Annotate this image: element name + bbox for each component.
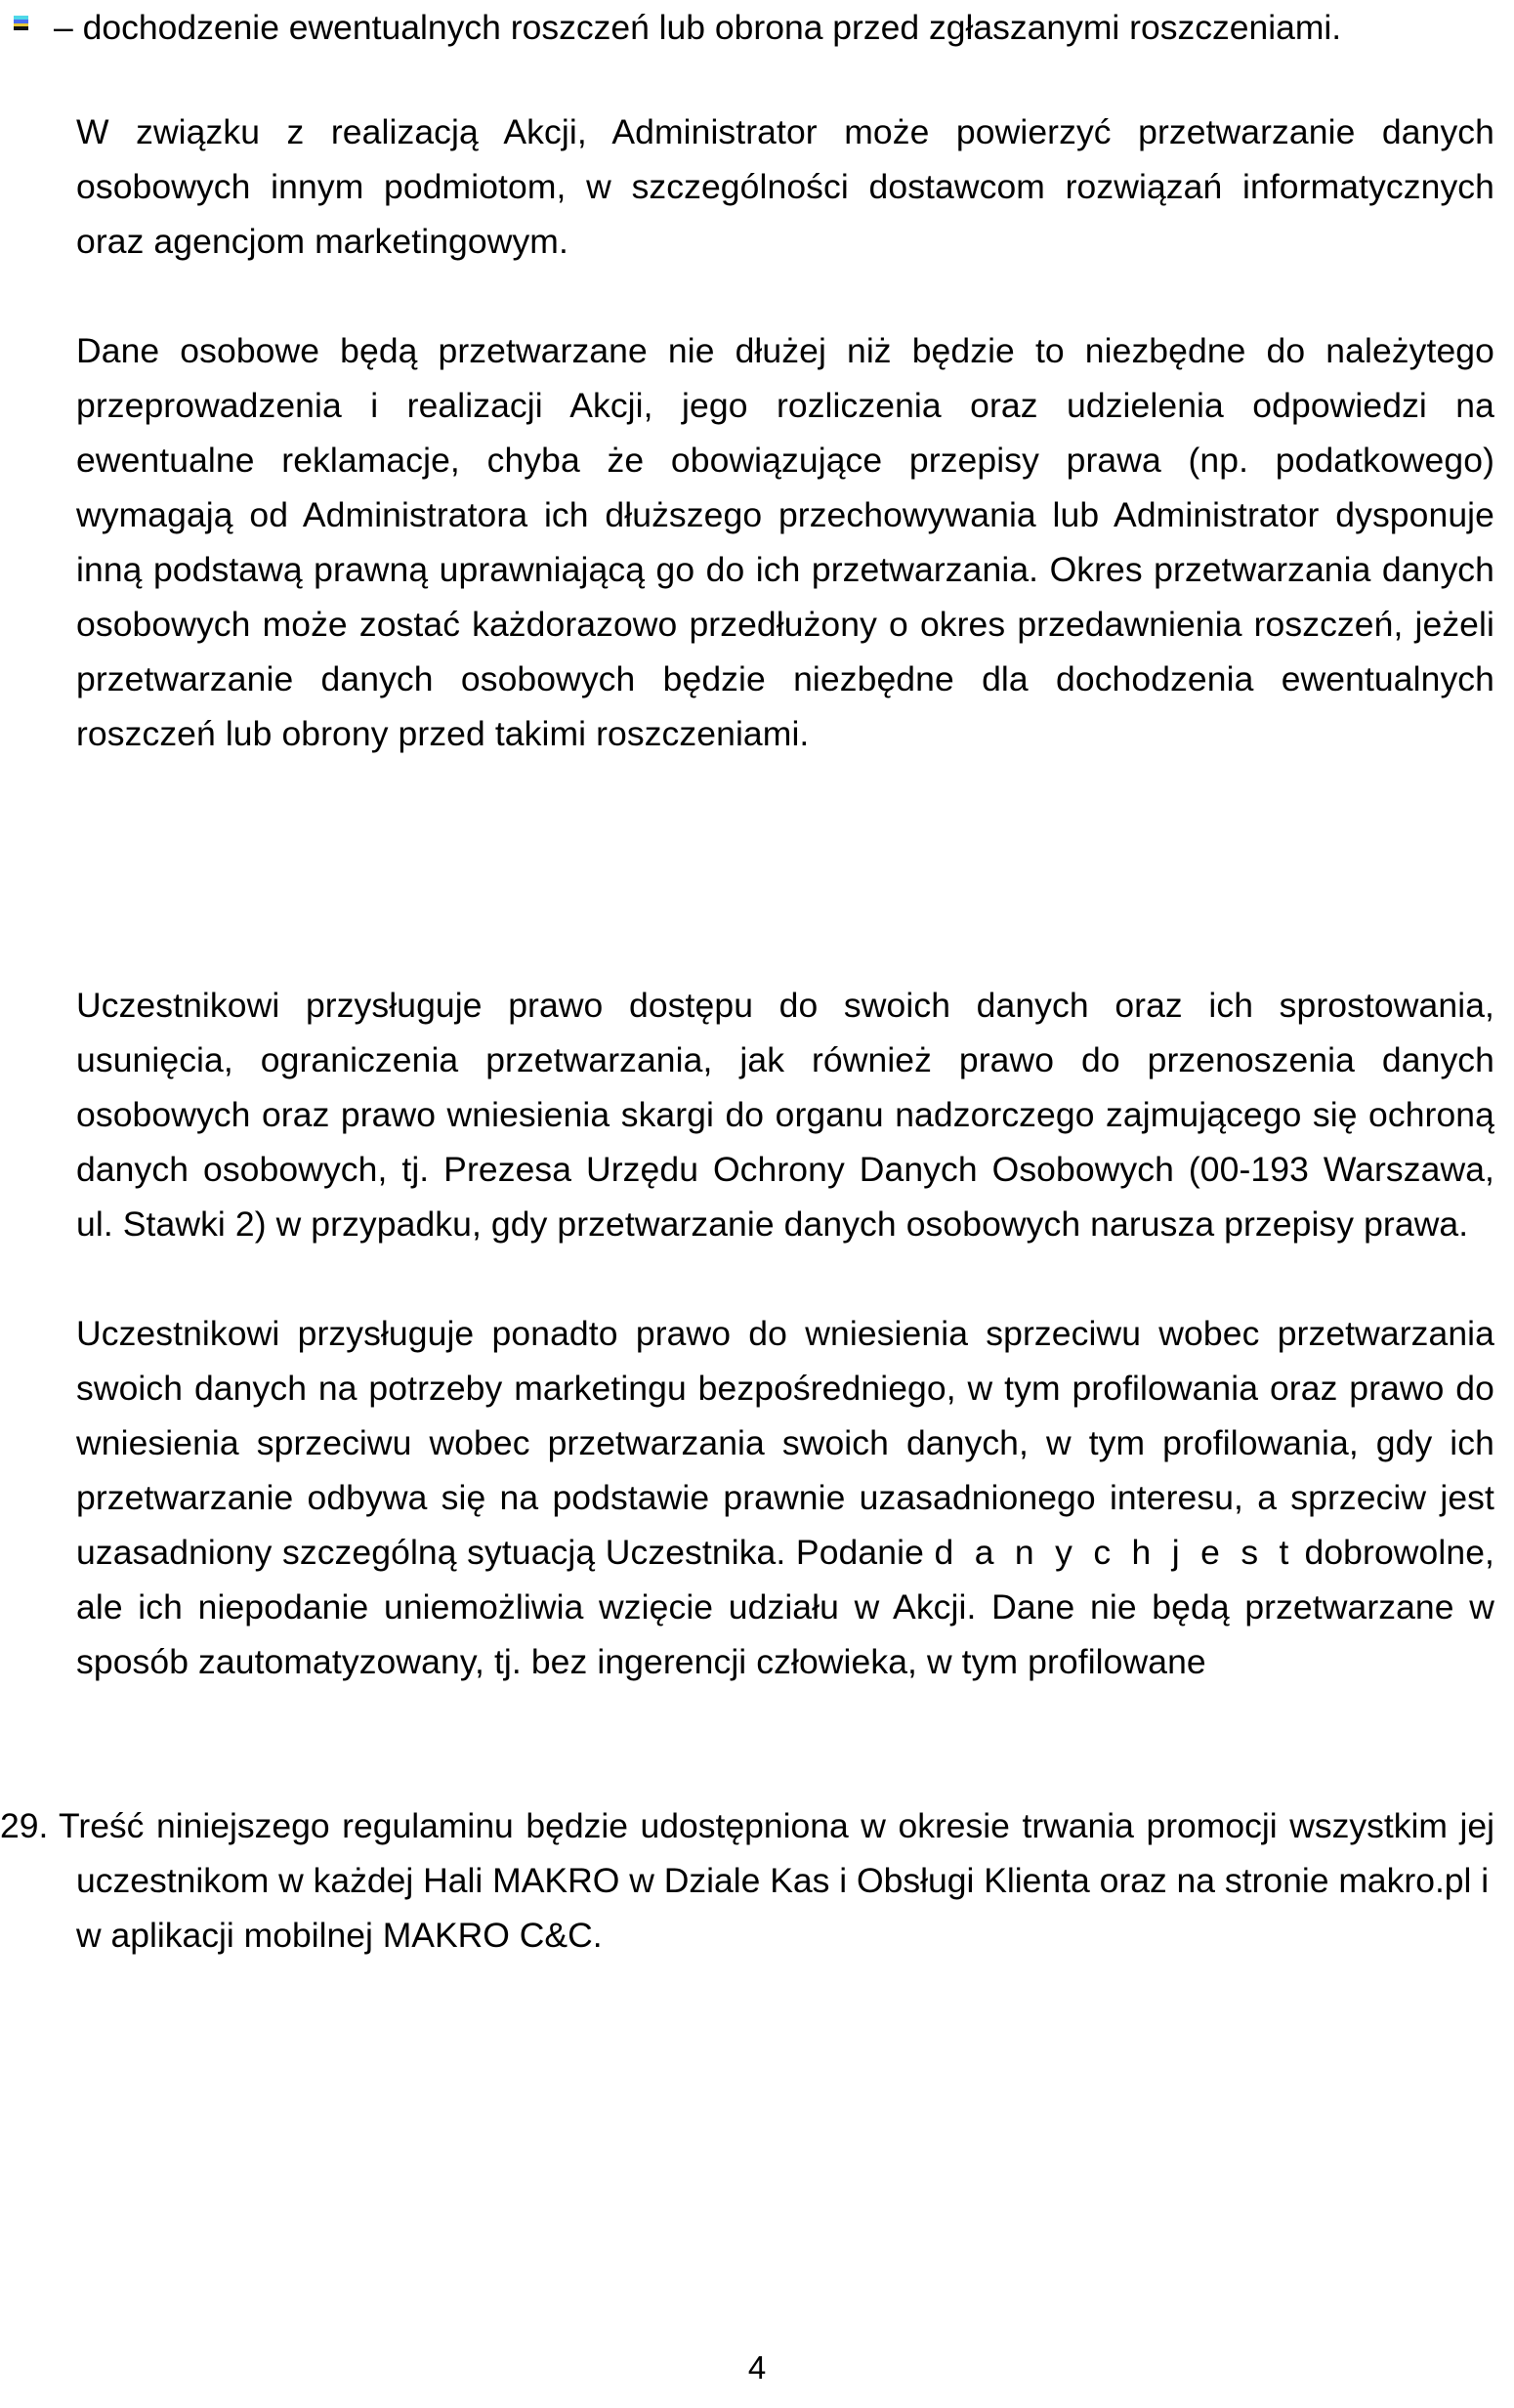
numbered-item-29 xyxy=(0,1798,1494,1963)
numbered-item-29-tail: w aplikacji mobilnej MAKRO C&C. xyxy=(76,1916,603,1955)
page-number: 4 xyxy=(747,2349,767,2386)
paragraph-objection-rights-emphasis: d a n y c h j e s t xyxy=(934,1533,1294,1572)
paragraph-retention-period: Dane osobowe będą przetwarzane nie dłużej niż będzie to niezbędne do należytego przeprowadzenia i realizacji Akcji, jego rozliczenia oraz udzielenia odpowiedzi na ewentualne reklamacje, chyba że obowiązujące przepisy prawa (np. podatkowego) wymagają od Administratora ich dłuższego przechowywania lub Administrator dysponuje inną podstawą prawną uprawniającą go do ich przetwarzania. Okres przetwarzania danych osobowych może zostać każdorazowo przedłużony o okres przedawnienia roszczeń, jeżeli przetwarzanie danych osobowych będzie niezbędne dla dochodzenia ewentualnych roszczeń lub obrony przed takimi roszczeniami. xyxy=(76,331,1494,753)
paragraph-data-subject-rights: Uczestnikowi przysługuje prawo dostępu do swoich danych oraz ich sprostowania, usunięcia, ograniczenia przetwarzania, jak również prawo do przenoszenia danych osobowych oraz prawo wniesienia skargi do organu nadzorczego zajmującego się ochroną danych osobowych, tj. Prezesa Urzędu Ochrony Danych Osobowych (00-193 Warszawa, ul. Stawki 2) w przypadku, gdy przetwarzanie danych osobowych narusza przepisy prawa. xyxy=(76,986,1494,1244)
numbered-item-29-number: 29. xyxy=(0,1806,49,1845)
numbered-item-29-text: Treść niniejszego regulaminu będzie udostępniona w okresie trwania promocji wszystkim jej uczestnikom w każdej Hali MAKRO w Dziale Kas i Obsługi Klienta oraz na stronie makro.pl i xyxy=(59,1806,1494,1900)
paragraph-objection-rights xyxy=(76,1306,1494,1689)
broken-image-placeholder-icon xyxy=(14,16,28,30)
paragraph-objection-rights-part-2: dobrowolne, ale ich niepodanie uniemożliwia wzięcie udziału w Akcji. Dane nie będą przetwarzane w sposób zautomatyzowany, tj. bez ingerencji człowieka, w tym profilowane xyxy=(76,1533,1495,1681)
paragraph-processing-entrustment: W związku z realizacją Akcji, Administrator może powierzyć przetwarzanie danych osobowych innym podmiotom, w szczególności dostawcom rozwiązań informatycznych oraz agencjom marketingowym. xyxy=(76,112,1494,261)
list-item-dash-line: – dochodzenie ewentualnych roszczeń lub obrona przed zgłaszanymi roszczeniami. xyxy=(54,8,1342,47)
paragraph-objection-rights-part-1: Uczestnikowi przysługuje ponadto prawo do wniesienia sprzeciwu wobec przetwarzania swoich danych na potrzeby marketingu bezpośredniego, w tym profilowania oraz prawo do wniesienia sprzeciwu wobec przetwarzania swoich danych, w tym profilowania, gdy ich przetwarzanie odbywa się na podstawie prawnie uzasadnionego interesu, a sprzeciw jest uzasadniony szczególną sytuacją Uczestnika. Podanie xyxy=(76,1314,1494,1572)
